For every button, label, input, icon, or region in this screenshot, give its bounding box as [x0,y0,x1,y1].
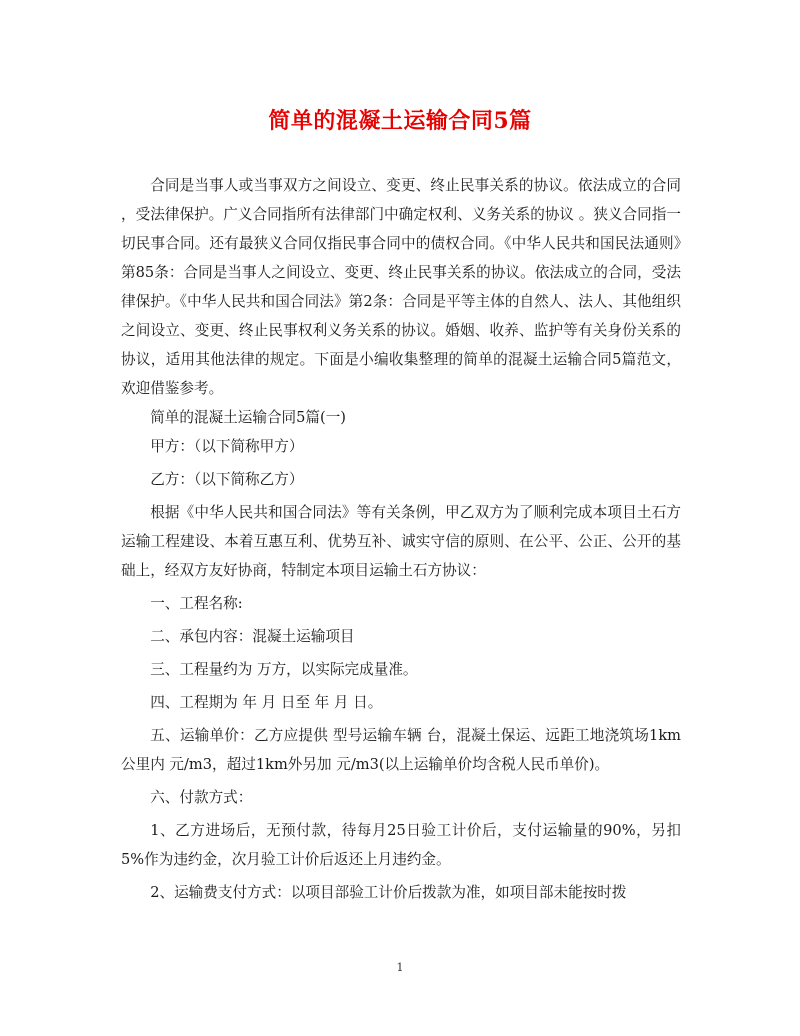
clause-project-name: 一、工程名称: [150,595,243,612]
preamble-paragraph: 根据《中华人民共和国合同法》等有关条例，甲乙双方为了顺利完成本项目土石方运输工程建设、本着互惠互利、优势互补、诚实守信的原则、在公平、公正、公开的基础上，经双方友好协商，特制定本项目运输土石方协议： [121,504,681,579]
clause-quantity: 三、工程量约为 万方，以实际完成量准。 [150,661,418,678]
document-title: 简单的混凝土运输合同5篇 [268,108,532,134]
clause-contract-scope: 二、承包内容：混凝土运输项目 [150,628,355,645]
payment-item-1: 1、乙方进场后，无预付款，待每月25日验工计价后，支付运输量的90%，另扣5%作为违约金，次月验工计价后返还上月违约金。 [121,822,681,868]
section-heading: 简单的混凝土运输合同5篇(一) [150,409,346,426]
party-b-line: 乙方：（以下简称乙方） [150,471,304,488]
payment-item-2: 2、运输费支付方式：以项目部验工计价后拨款为准，如项目部未能按时拨 [150,884,627,901]
party-a-line: 甲方：（以下简称甲方） [150,438,304,455]
clause-unit-price: 五、运输单价：乙方应提供 型号运输车辆 台，混凝土保运、远距工地浇筑场1km公里内 元/m3，超过1km外另加 元/m3(以上运输单价均含税人民币单价)。 [121,727,681,773]
clause-schedule: 四、工程期为 年 月 日至 年 月 日。 [150,694,383,711]
document-body [121,171,681,907]
page-number: 1 [396,961,404,974]
intro-paragraph: 合同是当事人或当事双方之间设立、变更、终止民事关系的协议。依法成立的合同 ，受法律保护。广义合同指所有法律部门中确定权利、义务关系的协议 。狭义合同指一切民事合同。还有最狭义合同仅指民事合同中的债权合同。《中华人民共和国民法通则》第85条：合同是当事人之间设立、变更、终止民事关系的协议。依法成立的合同，受法律保护。《中华人民共和国合同法》第2条：合同是平等主体的自然人、法人、其他组织之间设立、变更、终止民事权利义务关系的协议。婚姻、收养、监护等有关身份关系的协议，适用其他法律的规定。下面是小编收集整理的简单的混凝土运输合同5篇范文，欢迎借鉴参考。 [121,177,681,397]
clause-payment-method: 六、付款方式： [150,789,253,806]
